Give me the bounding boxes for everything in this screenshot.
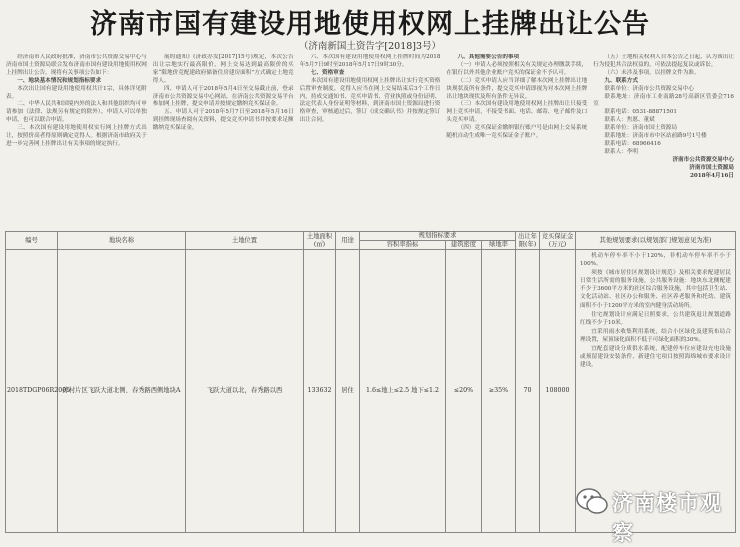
header-planning: 规划指标要求 (360, 232, 516, 241)
notice-paragraph: 展的通知》(济政办发[2017]15号)规定，本次公告出让宗地实行最高限价，网上交易达到最高限价的买家“限地价竞配建政府储备住房建房面积”方式确定土地竞得人。 (152, 54, 294, 84)
header-other: 其他规划要求(以规划部门规划意见为准) (576, 232, 736, 250)
notice-paragraph: 本次出让国有建设用地使用权共计1宗，具体详见附表。 (6, 85, 147, 100)
text-column (446, 54, 587, 240)
notice-paragraph: 一、地块基本情况和规划指标要求 (17, 77, 102, 84)
watermark-text: 济南楼市观察 (612, 491, 722, 545)
text-column (300, 54, 441, 240)
cell-term: 70 (516, 250, 540, 533)
cell-density: ≤20% (446, 250, 482, 533)
notice-body (6, 54, 734, 240)
requirement-paragraph: 须按《城市居住区规划设计规范》及相关要求配建居民日常生活所需的服务设施，公共服务设施：地块东北侧配建不少于3600平方米的社区综合服务设施，其中包括卫生站、文化活动站、社区办公和服务、社区养老服务和托幼、建筑面积不小于1200平方米的室内健身活动场所。 (580, 270, 731, 309)
notice-paragraph: 联系电话：0531-88871501 (604, 109, 677, 116)
cell-id: 2018TDGP06R2005 (6, 250, 58, 533)
notice-paragraph: 经济南市人民政府批准，济南市公共资源交易中心与济南市国土资源局联合发布济南市国有建设用地使用权网上挂牌出让公告，现将有关事项公告如下： (6, 54, 147, 76)
notice-number: （济南新国土资告字[2018]3号） (298, 41, 442, 52)
header-term: 出让年限(年) (516, 232, 540, 250)
header-green: 绿地率 (482, 241, 516, 250)
header-far: 容积率指标 (360, 241, 446, 250)
header-deposit: 竞买保证金(万元) (540, 232, 576, 250)
notice-paragraph: 济南市国土资源局 (689, 164, 734, 171)
notice-paragraph: 二、中华人民共和国境内外的法人和其他组织均可申请参加（法律、法规另有规定的除外），申请人可以单独申请，也可以联合申请。 (6, 101, 147, 124)
cell-name: 孙村片区飞跃大道北侧、春秀路西侧地块A (58, 250, 186, 533)
cell-area: 133632 (304, 250, 336, 533)
text-column (153, 54, 294, 240)
notice-paragraph: 本次国有建设用地使用权网上挂牌出让实行竞买资格后置审查制度。竞得人应当在网上交易结束后3个工作日内，持成交通知书、竞买申请书、营业执照或身份证明、法定代表人身份证明等材料，到济南市国土资源局进行资格审查，审核通过后，签订《成交确认书》并按规定签订出让合同。 (299, 77, 441, 124)
header-name: 地块名称 (58, 232, 186, 250)
text-column (593, 54, 734, 240)
notice-paragraph: （二）竞买申请人应当详细了解本次网上挂牌出让地块现状及所有条件，提交竞买申请即视为对本次网上挂牌出让地块现状及所有条件无异议。 (446, 77, 588, 100)
notice-paragraph: 联系地址：济南市工业南路28号高新区管委会716室 (593, 93, 734, 108)
notice-paragraph: 联系地址：济南市市中区站前路9号1号楼 (604, 133, 707, 140)
notice-paragraph: 联系人：李明 (604, 148, 638, 155)
notice-paragraph: 八、其他需要公告的事项 (457, 54, 520, 60)
requirement-paragraph: 机动车停车率不小于120%，非机动车停车率不小于100%。 (580, 253, 731, 268)
notice-paragraph: 九、联系方式 (604, 77, 638, 84)
notice-paragraph: 四、申请人可于2018年5月4日至交易截止前，登录济南市公共资源交易中心网站，在济南公共资源交易平台参加网上挂牌，提交申请并按规定缴纳竞买保证金。 (152, 85, 294, 108)
header-id: 编号 (6, 232, 58, 250)
notice-paragraph: 联系人：焦愿、董斌 (604, 117, 655, 124)
notice-paragraph: 联系单位：济南市国土资源局 (604, 125, 678, 132)
header-density: 建筑密度 (446, 241, 482, 250)
notice-paragraph: 五、申请人可于2018年5月7日至2018年5月16日到挂牌现场查阅有关资料，提交竞买申请书并按要求足额缴纳竞买保证金。 (152, 109, 294, 132)
wechat-icon (575, 486, 609, 516)
header-area: 土地面积(㎡) (304, 232, 336, 250)
requirement-paragraph: 宜配套建设分质供水系统，配建停车位应建设充电设施或预留建设安装条件，新建住宅项目按照海绵城市要求设计建设。 (580, 346, 731, 369)
cell-deposit: 108000 (540, 250, 576, 533)
notice-paragraph: （六）未涉及事项，以挂牌文件为准。 (604, 69, 700, 76)
text-column (6, 54, 147, 240)
cell-use: 居住 (336, 250, 360, 533)
cell-location: 飞跃大道以北，春秀路以西 (186, 250, 304, 533)
notice-paragraph: 六、本次国有建设用地使用权网上挂牌时间为2018年5月7日9时至2018年5月17日9时30分。 (299, 54, 441, 68)
requirement-paragraph: 住宅规划设计应满足日照要求，公共建筑退让规划道路红线不少于10米。 (580, 311, 731, 326)
notice-paragraph: （三）本次国有建设用地使用权网上挂牌出让只接受网上竞买申请，不接受书面、电话、邮寄、电子邮件及口头竞买申请。 (446, 101, 588, 124)
cell-green: ≥35% (482, 250, 516, 533)
notice-paragraph: （五）土地相关权利人自本公告之日起，认为该出让行为侵犯其合法权益的，可依法提起复议或诉讼。 (593, 54, 734, 68)
notice-paragraph: （四）竞买保证金缴纳银行账户号是由网上交易系统随机自动生成唯一竞买保证金子账户。 (446, 125, 588, 140)
header-use: 用途 (336, 232, 360, 250)
notice-title: 济南市国有建设用地使用权网上挂牌出让公告 (90, 9, 650, 40)
header-location: 土地位置 (186, 232, 304, 250)
notice-paragraph: 三、本次国有建设用地使用权实行网上挂牌方式出让，按照价高者得原则确定竞得人。根据济南市政府关于进一步完善网上挂牌出让有关事项的规定执行。 (6, 125, 147, 147)
notice-paragraph: 2018年4月16日 (689, 172, 734, 179)
cell-far: 1.6≤地上≤2.5 地下≤1.2 (360, 250, 446, 533)
requirement-paragraph: 宜采用雨水收集利用系统，结合小区绿化及建筑布局合理设置，屋顶绿化面积不低于可绿化面积的30%。 (580, 328, 731, 343)
notice-paragraph: 七、资格审查 (310, 69, 345, 76)
notice-paragraph: 联系单位：济南市公共资源交易中心 (604, 85, 694, 92)
notice-paragraph: （一）申请人必须按照相关有关规定办理缴款手续，在银行以外其他企业账户竞买的保证金不予认可。 (446, 61, 588, 76)
notice-paragraph: 联系电话：68966416 (604, 140, 661, 147)
notice-paragraph: 济南市公共资源交易中心 (672, 156, 734, 163)
